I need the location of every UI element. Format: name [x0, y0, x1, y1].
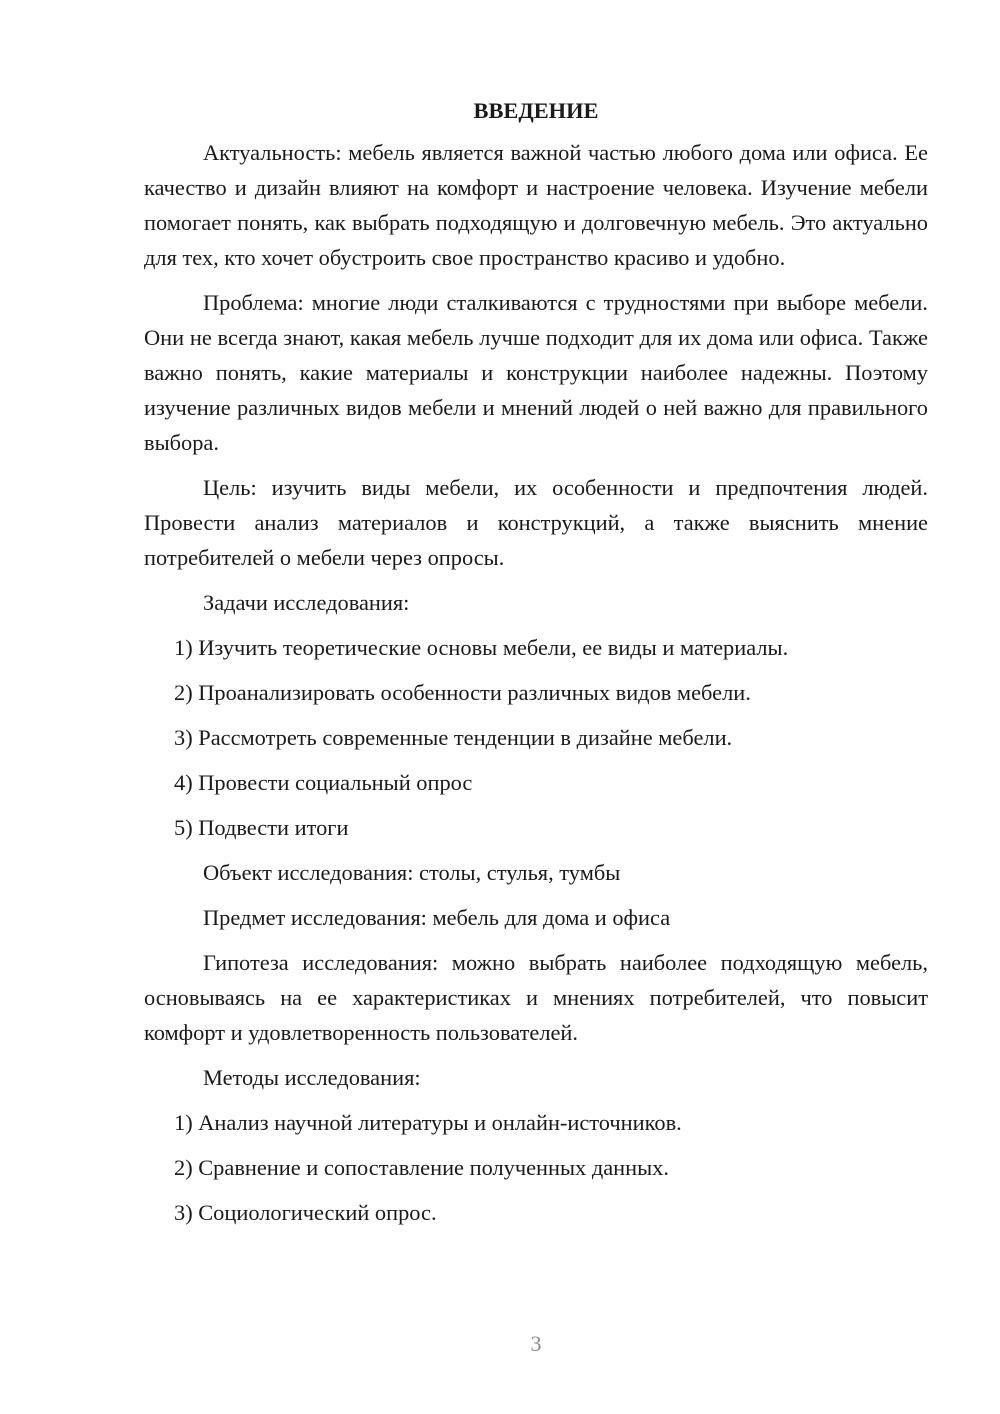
list-item: 4) Провести социальный опрос: [174, 770, 473, 795]
methods-heading: Методы исследования:: [203, 1065, 421, 1090]
tasks-heading: Задачи исследования:: [203, 590, 410, 615]
list-item: 2) Проанализировать особенности различных видов мебели.: [174, 680, 751, 705]
subject-paragraph: Предмет исследования: мебель для дома и офиса: [203, 905, 671, 930]
tasks-list: [144, 630, 928, 845]
page-title: ВВЕДЕНИЕ: [473, 98, 599, 123]
relevance-paragraph: Актуальность: мебель является важной частью любого дома или офиса. Ее качество и дизайн влияют на комфорт и настроение человека. Изучение мебели помогает понять, как выбрать подходящую и долговечную мебель. Это актуально для тех, кто хочет обустроить свое пространство красиво и удобно.: [144, 140, 928, 270]
list-item: 3) Социологический опрос.: [174, 1200, 437, 1225]
list-item: 3) Рассмотреть современные тенденции в дизайне мебели.: [174, 725, 733, 750]
methods-list: [144, 1105, 928, 1230]
list-item: 5) Подвести итоги: [174, 815, 349, 840]
object-paragraph: Объект исследования: столы, стулья, тумбы: [203, 860, 621, 885]
page-content: [144, 96, 928, 1240]
page-number: 3: [530, 1331, 542, 1356]
hypothesis-paragraph: Гипотеза исследования: можно выбрать наиболее подходящую мебель, основываясь на ее характеристиках и мнениях потребителей, что повысит комфорт и удовлетворенность пользователей.: [144, 950, 928, 1045]
list-item: 1) Изучить теоретические основы мебели, ее виды и материалы.: [174, 635, 789, 660]
problem-paragraph: Проблема: многие люди сталкиваются с трудностями при выборе мебели. Они не всегда знают, какая мебель лучше подходит для их дома или офиса. Также важно понять, какие материалы и конструкции наиболее надежны. Поэтому изучение различных видов мебели и мнений людей о ней важно для правильного выбора.: [144, 290, 928, 455]
goal-paragraph: Цель: изучить виды мебели, их особенности и предпочтения людей. Провести анализ материалов и конструкций, а также выяснить мнение потребителей о мебели через опросы.: [144, 475, 928, 570]
list-item: 1) Анализ научной литературы и онлайн-источников.: [174, 1110, 682, 1135]
list-item: 2) Сравнение и сопоставление полученных данных.: [174, 1155, 669, 1180]
